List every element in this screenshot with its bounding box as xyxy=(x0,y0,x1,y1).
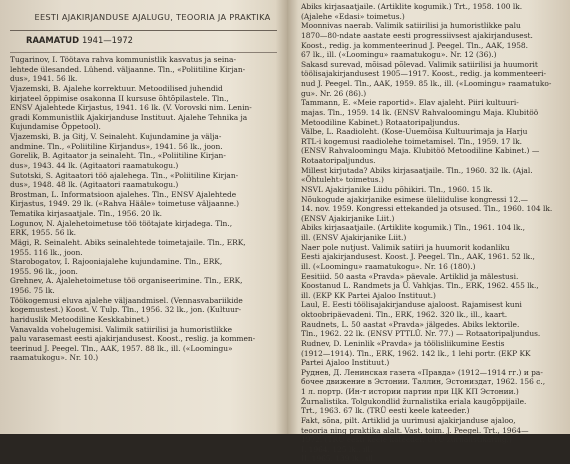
left-entry-list xyxy=(10,55,277,363)
text-line: teerinud J. Peegel. Tln., AAK, 1957. 88 lk., ill. («Loomingu» xyxy=(10,343,233,353)
text-line: ENSV Ajalehtede Kirjastus, 1941. 16 lk. (V. Vorovski nim. Lenin- xyxy=(10,103,252,113)
text-line: kogemustest.) Koost. V. Tulp. Tln., 1956. 32 lk., jon. (Kultuur- xyxy=(10,305,241,315)
text-line: Laul, E. Eesti töölisajakirjanduse ajaloost. Rajamisest kuni xyxy=(301,300,522,310)
running-head: EESTI AJAKIRJANDUSE AJALUGU, TEOORIA JA PRAKTIKA xyxy=(34,12,271,22)
text-line: Tematika kirjasaatjale. Tln., 1956. 20 lk. xyxy=(10,209,163,218)
text-line: 1 л. портр. (Ин-т истории партии при ЦК КП Эстонии.) xyxy=(301,387,519,396)
text-line: lehtede ülesanded. Lühend. väljaanne. Tln., «Poliitiline Kirjan- xyxy=(10,64,246,74)
text-line: «Õhtuleht» toimetus.) xyxy=(301,175,384,185)
text-line: majas. Tln., 1959. 14 lk. (ENSV Rahvaloomingu Maja. Klubitöö xyxy=(301,107,539,117)
right-page xyxy=(287,0,570,464)
text-line: Abiks kirjasaatjaile. (Artiklite kogumik.) Tln., 1961. 104 lk., xyxy=(301,223,526,233)
text-line: Trt., 1963. 67 lk. (TRÜ eesti keele kateeder.) xyxy=(301,406,470,416)
text-line: Mägi, R. Seinaleht. Abiks seinalehtede toimetajaile. Tln., ERK, xyxy=(10,237,246,247)
text-line: 1955. 96 lk., joon. xyxy=(10,266,78,276)
text-line: RTL-i kogemusi raadiolehe toimetamisel. Tln., 1959. 17 lk. xyxy=(301,136,522,146)
text-line: 1972. (TRÜ eesti keele kateeder. ÜTÜ žurnalistikaring.) xyxy=(301,435,512,445)
text-line: ill. (EKP KK Partei Ajaloo Instituut.) xyxy=(301,290,436,300)
text-line: andmine. Tln., «Poliitiline Kirjandus», 1941. 56 lk., joon. xyxy=(10,141,223,151)
text-line: 1955. 116 lk., joon. xyxy=(10,247,83,257)
text-line: 14. nov. 1959. Kongressi ettekanded ja otsused. Tln., 1960. 104 lk. xyxy=(301,204,553,214)
text-line: Sutotski, S. Agitaatori töö ajalehega. Tln., «Poliitiline Kirjan- xyxy=(10,170,239,180)
text-line: NSVL Ajakirjanike Liidu põhikiri. Tln., 1960. 15 lk. xyxy=(301,184,493,194)
text-line: Eesti ajakirjandusest. Koost. J. Peegel. Tln., AAK, 1961. 52 lk., xyxy=(301,252,535,262)
text-line: Millest kirjutada? Abiks kirjasaatjaile. Tln., 1960. 32 lk. (Ajal. xyxy=(301,165,533,175)
text-line: Kujundamise Õppetool). xyxy=(10,122,101,132)
text-line: Tugarinov, I. Töötava rahva kommunistlik kasvatus ja seina- xyxy=(10,55,236,64)
text-line: dus», 1943. 44 lk. (Agitaatori raamatukogu.) xyxy=(10,160,179,170)
text-line: Raudnets, L. 50 aastat «Pravda» jälgedes. Abiks lektorile. xyxy=(301,319,520,329)
text-line: palu varasemast eesti ajakirjandusest. Koost., reslig. ja kommen- xyxy=(10,334,256,344)
text-line: Vjazemski, B. Ajalehe korrektuur. Metoodilised juhendid xyxy=(10,83,223,93)
text-line: ill. («Loomingu» raamatukogu». Nr. 16 (180).) xyxy=(301,261,476,271)
text-line: Žurnalistika. Tolgukondlid žurnalistika eriala kaugõppijaile. xyxy=(301,396,527,406)
text-line: Gorelik, B. Agitaator ja seinaleht. Tln., «Poliitiline Kirjan- xyxy=(10,151,226,161)
text-line: oktoobripäevadeni. Tln., ERK, 1962. 320 lk., ill., kaart. xyxy=(301,310,508,319)
text-line: Naer pole nutjust. Valimik satiiri ja huumorit kodanliku xyxy=(301,242,510,252)
text-line: (Ajalehe «Edasi» toimetus.) xyxy=(301,11,405,21)
text-line: Välbe, L. Raadioleht. (Kose-Uuemõisa Kultuurimaja ja Harju xyxy=(301,127,528,137)
text-line: dus», 1948. 48 lk. (Agitaatori raamatukogu.) xyxy=(10,180,179,190)
text-line: gu». Nr. 26 (86).) xyxy=(301,88,367,98)
text-line: Brostman, L. Informatsioon ajalehes. Tln., ENSV Ajalehtede xyxy=(10,189,237,199)
section-title-years: 1941—1972 xyxy=(81,35,133,45)
text-line: Koost., redig. ja kommenteerinud J. Peegel. Tln., AAK, 1958. xyxy=(301,40,529,50)
text-line: (ENSV Ajakirjanike Liit.) xyxy=(301,213,395,223)
text-line: Metoodiline Kabinet.) Rotaatoripaljundus. xyxy=(301,117,460,127)
left-page xyxy=(0,0,287,434)
text-line: Kirjastus, 1949. 29 lk. («Rahva Hääle» toimetuse väljaanne.) xyxy=(10,199,240,209)
text-line: 67 lk., ill. («Loomingu» raamatukogu». Nr. 12 (36).) xyxy=(301,50,497,60)
text-line: (ENSV Rahvaloomingu Maja. Klubitöö Metoodiline Kabinet.) — xyxy=(301,146,540,156)
text-line: Sakasd surevad, mõisad põlevad. Valimik satiirilisi ja huumorit xyxy=(301,59,538,69)
text-line: Fakt, sõna, pilt. Artiklid ja uurimusi ajakirjanduse ajaloo, xyxy=(301,415,516,425)
text-line: Eesitiid. 50 aasta «Pravda» päevale. Artiklid ja mälestusi. xyxy=(301,271,519,281)
text-line: Tammann, E. «Meie raportid». Elav ajaleht. Piiri kultuuri- xyxy=(301,98,519,108)
text-line: hariduslik Metoodiline Keskkabinet.) xyxy=(10,314,150,324)
text-line: 1956. 75 lk. xyxy=(10,286,55,295)
text-line: Rudnev, D. Leninlik «Pravda» ja töölisliikumine Eestis xyxy=(301,338,505,348)
text-line: Starobogatov, I. Rajooniajalehe kujundamine. Tln., ERK, xyxy=(10,257,223,267)
text-line: Rotaatoripaljundus. xyxy=(301,156,376,165)
text-line: Grehnev, A. Ajalehetoimetuse töö organiseerimine. Tln., ERK, xyxy=(10,276,243,286)
text-line: Nõukogude ajakirjanike esimese üleliidulise kongressi 12.— xyxy=(301,194,528,204)
text-line: kirjateel õppimise osakonna II kursuse õhtõpilastele. Tln., xyxy=(10,93,229,103)
text-line: gradi Kommunistlik Ajakirjanduse Instituut. Ajalehe Tehnika ja xyxy=(10,112,248,122)
text-line: Tln., 1962. 22 lk. (ENSV PTTLÜ. Nr. 77.) — Rotaatoripaljundus. xyxy=(301,329,541,339)
text-line: (1912—1914). Tln., ERK, 1962. 142 lk., 1 lehi portr. (EKP KK xyxy=(301,348,531,358)
text-line: Vanavalda vohelugemisi. Valimik satiirilisi ja humoristlikke xyxy=(10,324,233,334)
right-entry-list xyxy=(301,2,564,464)
text-line: Abiks kirjasaatjaile. (Artiklite kogumik.) Trt., 1958. 100 lk. xyxy=(301,2,523,11)
text-line: ERK, 1955. 56 lk. xyxy=(10,228,77,238)
section-rule xyxy=(10,52,277,53)
section-title-label: RAAMATUD xyxy=(26,35,80,45)
text-line: Koostanud L. Randmets ja Ü. Vahkjas. Tln., ERK, 1962. 455 lk., xyxy=(301,281,539,291)
text-line: Руднев, Д. Ленинская газета «Правда» (1912—1914 гг.) и ра- xyxy=(301,367,543,377)
text-line: Vjazemski, B. ja Gitj, V. Seinaleht. Kujundamine ja välja- xyxy=(10,132,222,141)
text-line: Logunov, N. Ajalehetoimetuse töö töötajate kirjadega. Tln., xyxy=(10,218,233,228)
text-line: nud J. Peegel. Tln., AAK, 1959. 85 lk., ill. («Loomingu» raamatuko- xyxy=(301,79,552,88)
text-line: Partei Ajaloo Instituut.) xyxy=(301,358,390,368)
header-rule xyxy=(10,30,277,31)
text-line: бочее движение в Эстонии. Таллин, Эстониздат, 1962. 156 с., xyxy=(301,377,546,387)
text-line: dus», 1941. 56 lk. xyxy=(10,74,78,84)
text-line: teooria ning praktika alalt. Vast. toim. J. Peegel. Trt., 1964— xyxy=(301,425,529,435)
text-line: töölisajakirjandusest 1905—1917. Koost., redig. ja kommenteeri- xyxy=(301,69,547,79)
text-line: II. 1965. 139 lk., ill. xyxy=(301,454,376,464)
text-line: Töökogemusi eluva ajalehe väljaandmisel. (Vennasvabariikide xyxy=(10,295,243,305)
section-title xyxy=(26,35,277,45)
text-line: ill. (ENSV Ajakirjanike Liit.) xyxy=(301,233,407,242)
text-line: Moonnivas naerab. Valimik satiirilisi ja humoristlikke palu xyxy=(301,21,521,31)
text-line: raamatukogu». Nr. 10.) xyxy=(10,353,99,363)
text-line: 1870—80-ndate aastate eesti progressiivsest ajakirjandusest. xyxy=(301,30,533,40)
text-line: I. 1964. 125 lk., ill. xyxy=(301,444,373,454)
